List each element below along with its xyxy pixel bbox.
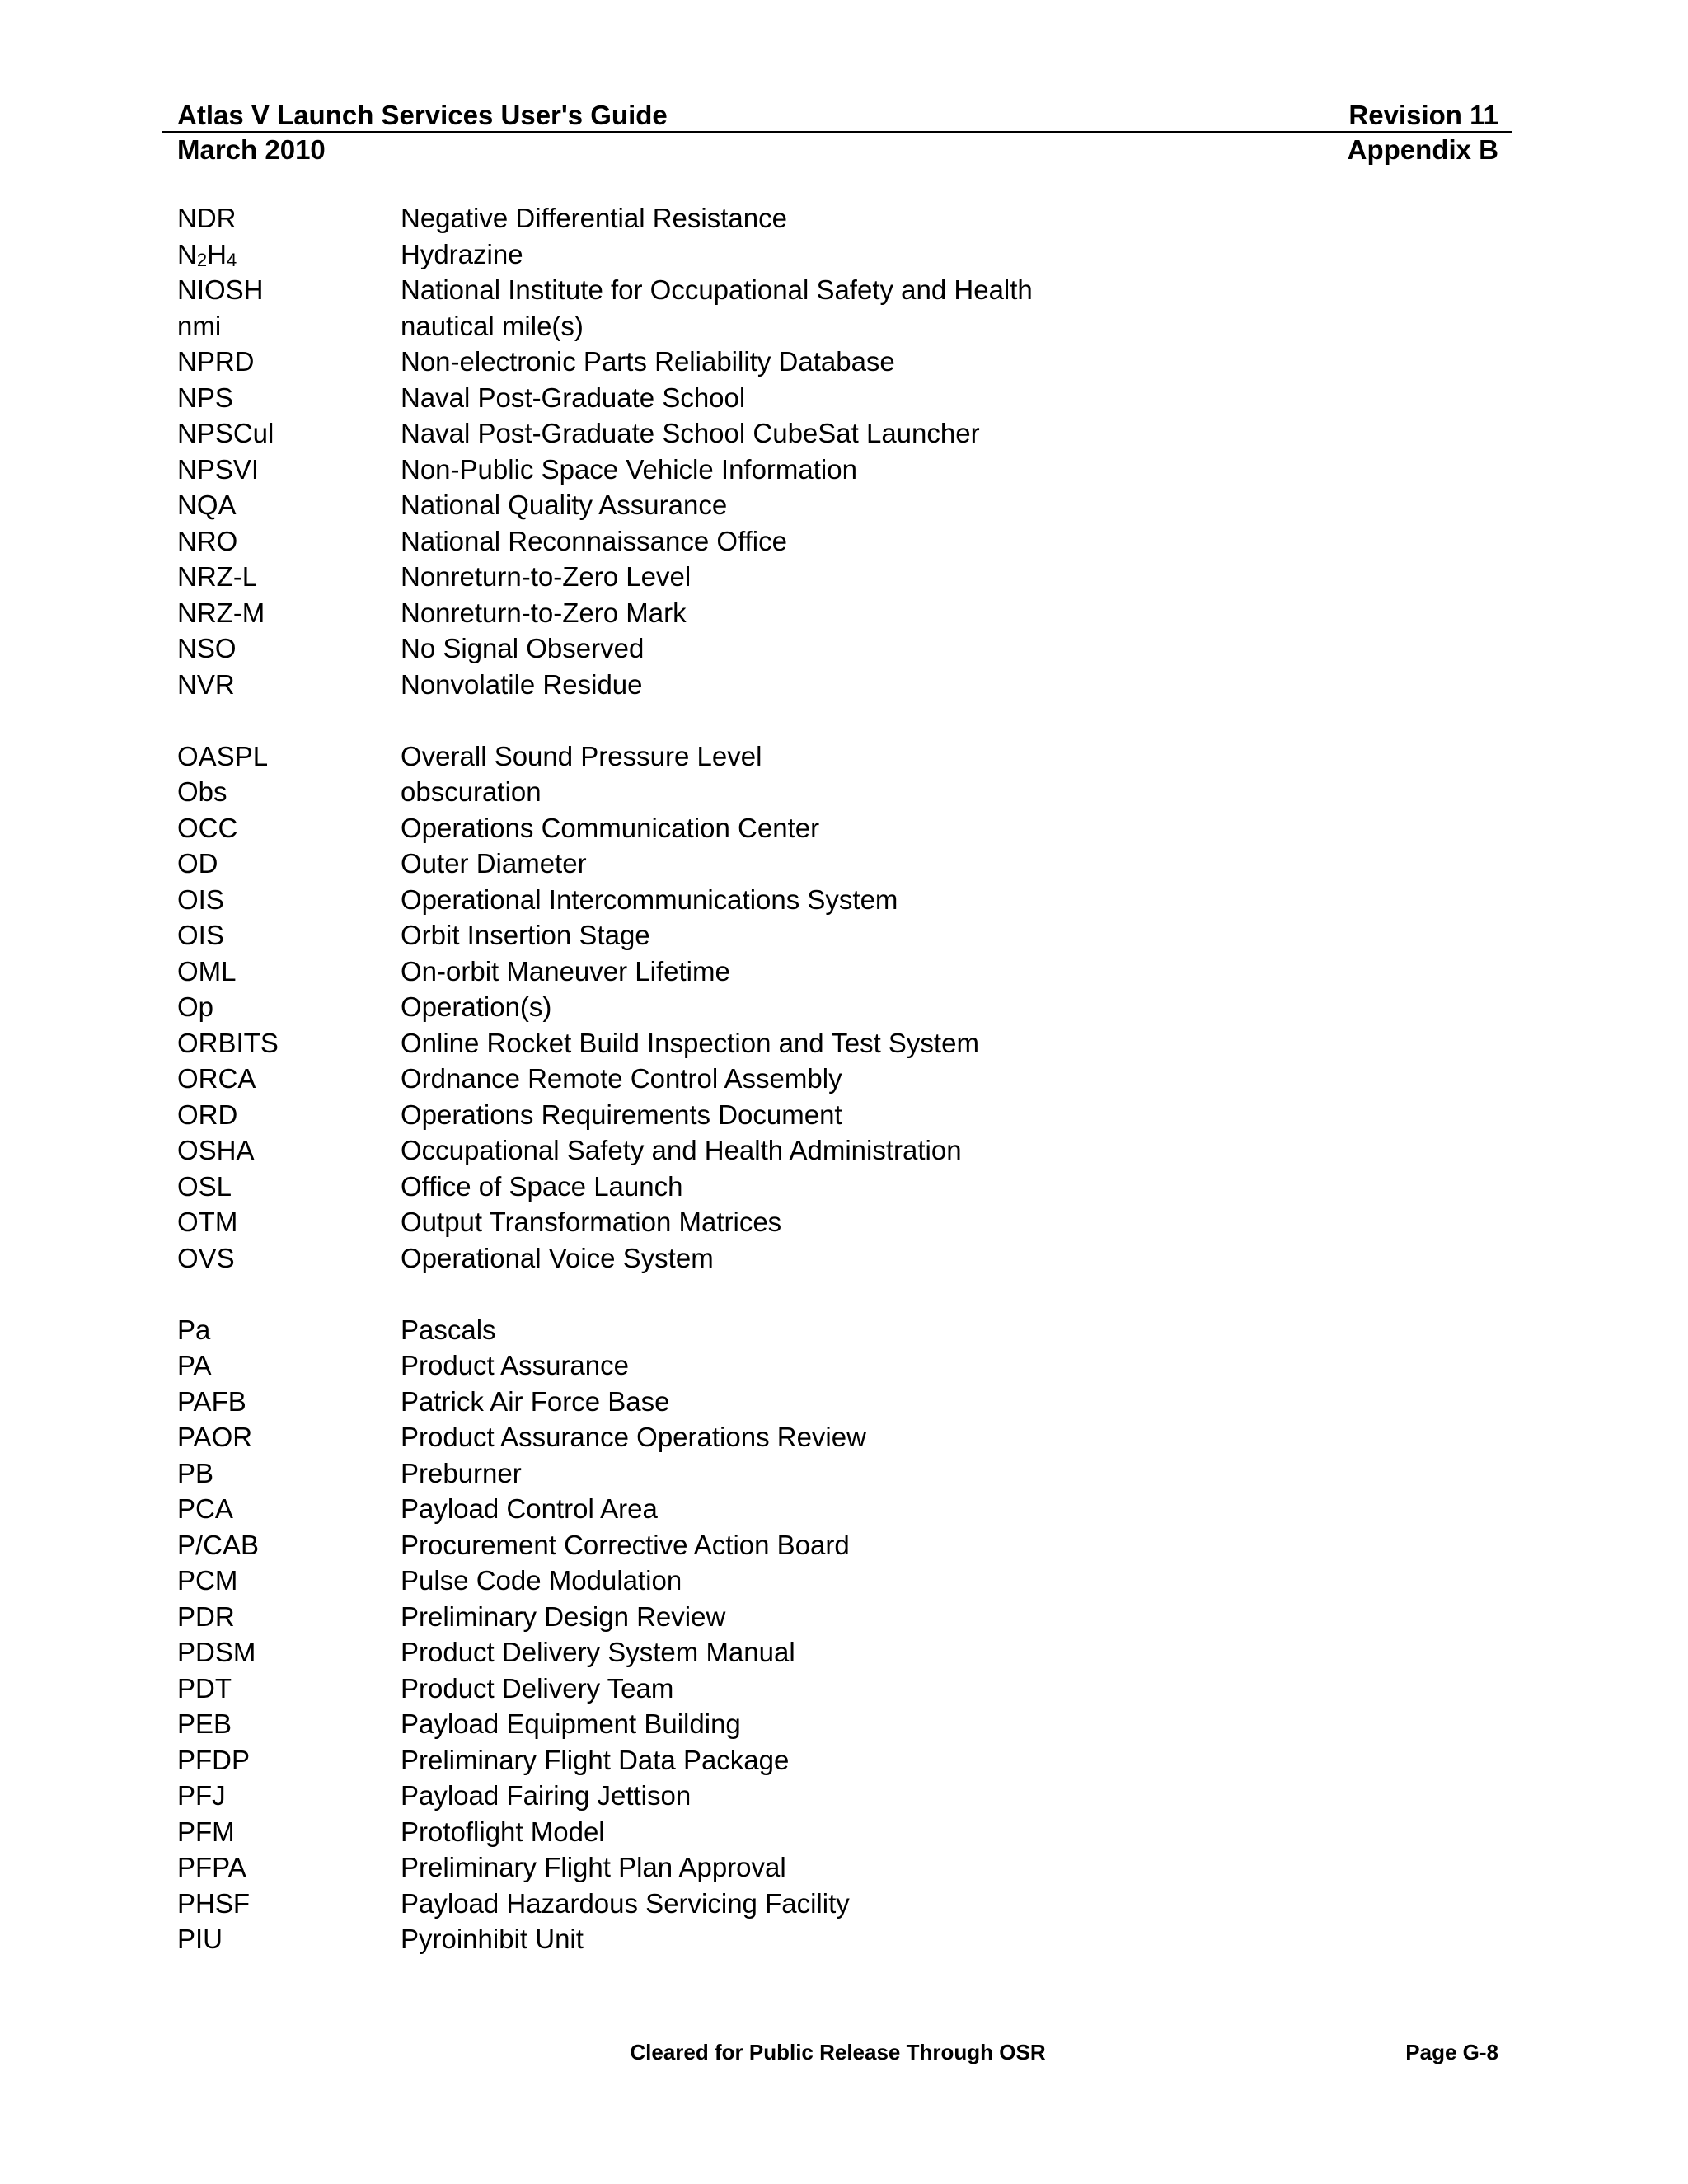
appendix-label: Appendix B [1347,134,1498,165]
acronym-abbreviation: PCA [177,1493,233,1524]
acronym-entry [177,487,1498,523]
acronym-definition: Outer Diameter [401,848,587,879]
acronym-abbreviation: PDT [177,1672,232,1704]
acronym-abbreviation: PFJ [177,1780,226,1811]
acronym-abbreviation: Pa [177,1314,211,1345]
acronym-entry [177,882,1498,918]
acronym-abbreviation: NIOSH [177,274,264,305]
page-number: Page G-8 [1405,2040,1498,2064]
acronym-entry [177,1849,1498,1886]
acronym-entry [177,1814,1498,1850]
acronym-definition: Naval Post-Graduate School [401,382,746,413]
acronym-abbreviation: ORBITS [177,1027,279,1058]
acronym-entry [177,200,1498,237]
acronym-definition: On-orbit Maneuver Lifetime [401,955,730,987]
acronym-abbreviation: $N_2H_4$ [177,238,237,270]
acronym-definition: obscuration [401,776,542,807]
acronym-definition: Payload Equipment Building [401,1708,741,1739]
acronym-entry [177,1491,1498,1527]
acronym-abbreviation: PIU [177,1924,223,1954]
acronym-definition: National Institute for Occupational Safety and Health [401,274,1033,305]
acronym-entry [177,1132,1498,1169]
acronym-entry [177,308,1498,344]
acronym-abbreviation: OSHA [177,1135,255,1165]
acronym-definition: Nonreturn-to-Zero Level [401,561,692,592]
acronym-entry [177,1706,1498,1742]
acronym-abbreviation: OTM [177,1207,238,1237]
acronym-entry [177,1384,1498,1420]
acronym-definition: Product Delivery Team [401,1672,674,1704]
acronym-definition: Payload Fairing Jettison [401,1780,692,1811]
acronym-definition: Operations Requirements Document [401,1099,842,1130]
acronym-abbreviation: NDR [177,203,237,233]
acronym-definition: Product Delivery System Manual [401,1637,795,1667]
acronym-abbreviation: NPSCul [177,418,274,448]
acronym-abbreviation: Obs [177,776,227,807]
acronym-abbreviation: PDR [177,1601,235,1632]
acronym-definition: Occupational Safety and Health Administration [401,1135,962,1165]
acronym-abbreviation: NQA [177,490,237,520]
acronym-definition: Product Assurance [401,1350,629,1380]
acronym-definition: Nonvolatile Residue [401,668,643,700]
acronym-definition: Orbit Insertion Stage [401,920,650,950]
acronym-entry [177,237,1498,273]
acronym-abbreviation: PB [177,1457,214,1488]
acronym-entry [177,452,1498,488]
acronym-definition: Online Rocket Build Inspection and Test System [401,1027,979,1058]
page-footer [177,2037,1498,2067]
acronym-entry [177,989,1498,1025]
acronym-definition: Operational Intercommunications System [401,883,898,915]
acronym-definition: Preburner [401,1457,522,1488]
acronym-abbreviation: PDSM [177,1637,256,1667]
document-date: March 2010 [177,134,326,165]
acronym-group [177,738,1498,1277]
acronym-abbreviation: OVS [177,1242,235,1273]
acronym-definition: Non-electronic Parts Reliability Database [401,346,895,377]
acronym-entry [177,1061,1498,1097]
acronym-definition: Overall Sound Pressure Level [401,740,762,771]
acronym-entry [177,523,1498,560]
acronym-abbreviation: OIS [177,920,224,950]
acronym-entry [177,272,1498,308]
header-rule [162,131,1512,133]
acronym-definition: Operational Voice System [401,1242,714,1273]
acronym-abbreviation: NRZ-L [177,561,258,592]
acronym-entry [177,738,1498,775]
acronym-entry [177,415,1498,452]
acronym-entry [177,1097,1498,1133]
acronym-definition: Payload Hazardous Servicing Facility [401,1887,850,1919]
acronym-entry [177,954,1498,990]
acronym-entry [177,630,1498,667]
acronym-abbreviation: NSO [177,633,237,663]
acronym-definition: Product Assurance Operations Review [401,1422,866,1452]
acronym-list [177,200,1498,1957]
acronym-abbreviation: nmi [177,310,222,341]
acronym-entry [177,344,1498,380]
acronym-entry [177,559,1498,595]
acronym-definition: National Quality Assurance [401,490,728,520]
acronym-abbreviation: OSL [177,1170,232,1202]
acronym-entry [177,1025,1498,1062]
acronym-entry [177,380,1498,416]
acronym-abbreviation: OIS [177,883,224,915]
acronym-entry [177,917,1498,954]
header-row-bottom [177,134,1498,166]
acronym-entry [177,1347,1498,1384]
acronym-definition: nautical mile(s) [401,310,584,341]
acronym-abbreviation: PFPA [177,1852,246,1882]
document-title: Atlas V Launch Services User's Guide [177,100,668,130]
acronym-definition: Procurement Corrective Action Board [401,1529,850,1560]
acronym-entry [177,1419,1498,1455]
acronym-definition: Protoflight Model [401,1816,605,1847]
acronym-definition: Patrick Air Force Base [401,1385,670,1417]
acronym-entry [177,1240,1498,1277]
header-row-top [177,99,1498,132]
acronym-abbreviation: PFDP [177,1744,251,1775]
acronym-entry [177,846,1498,882]
acronym-entry [177,667,1498,703]
acronym-definition: Ordnance Remote Control Assembly [401,1063,842,1094]
acronym-abbreviation: PHSF [177,1887,251,1919]
acronym-entry [177,595,1498,631]
acronym-definition: Nonreturn-to-Zero Mark [401,597,687,628]
acronym-definition: Operations Communication Center [401,812,820,843]
acronym-abbreviation: ORD [177,1099,238,1130]
acronym-entry [177,1634,1498,1671]
acronym-entry [177,1778,1498,1814]
release-notice: Cleared for Public Release Through OSR [630,2040,1046,2064]
acronym-abbreviation: NPS [177,382,233,413]
acronym-abbreviation: PCM [177,1565,238,1596]
acronym-definition: Office of Space Launch [401,1170,683,1202]
acronym-entry [177,810,1498,846]
acronym-abbreviation: NPRD [177,346,255,377]
acronym-entry [177,1563,1498,1599]
acronym-definition: Preliminary Design Review [401,1601,726,1632]
acronym-abbreviation: NVR [177,668,235,700]
acronym-abbreviation: PAFB [177,1385,246,1417]
acronym-abbreviation: NRO [177,525,238,556]
acronym-definition: National Reconnaissance Office [401,525,787,556]
acronym-entry [177,1921,1498,1957]
acronym-entry [177,1742,1498,1779]
acronym-abbreviation: PEB [177,1708,232,1739]
acronym-entry [177,1599,1498,1635]
acronym-definition: No Signal Observed [401,633,645,663]
acronym-definition: Preliminary Flight Plan Approval [401,1852,786,1882]
acronym-abbreviation: OASPL [177,740,269,771]
acronym-abbreviation: PAOR [177,1422,253,1452]
revision-label: Revision 11 [1348,100,1498,130]
acronym-definition: Hydrazine [401,238,523,269]
acronym-entry [177,1312,1498,1348]
acronym-entry [177,1886,1498,1922]
acronym-definition: Naval Post-Graduate School CubeSat Launcher [401,418,980,448]
acronym-abbreviation: NPSVI [177,453,260,485]
acronym-entry [177,1671,1498,1707]
acronym-entry [177,1455,1498,1492]
acronym-abbreviation: PA [177,1350,212,1380]
acronym-abbreviation: P/CAB [177,1529,260,1560]
acronym-abbreviation: OML [177,955,237,987]
acronym-abbreviation: NRZ-M [177,597,265,628]
acronym-definition: Preliminary Flight Data Package [401,1744,790,1775]
acronym-abbreviation: PFM [177,1816,235,1847]
acronym-group [177,1312,1498,1957]
acronym-abbreviation: OCC [177,812,238,843]
acronym-definition: Negative Differential Resistance [401,203,787,233]
acronym-entry [177,1527,1498,1563]
acronym-definition: Pulse Code Modulation [401,1565,682,1596]
acronym-entry [177,774,1498,810]
acronym-group [177,200,1498,702]
acronym-definition: Non-Public Space Vehicle Information [401,453,857,485]
acronym-abbreviation: OD [177,848,218,879]
acronym-abbreviation: ORCA [177,1063,256,1094]
acronym-entry [177,1204,1498,1240]
acronym-definition: Output Transformation Matrices [401,1207,782,1237]
acronym-entry [177,1169,1498,1205]
acronym-definition: Pyroinhibit Unit [401,1924,584,1954]
acronym-definition: Pascals [401,1314,496,1345]
acronym-definition: Operation(s) [401,991,552,1022]
acronym-abbreviation: Op [177,991,214,1022]
acronym-definition: Payload Control Area [401,1493,658,1524]
